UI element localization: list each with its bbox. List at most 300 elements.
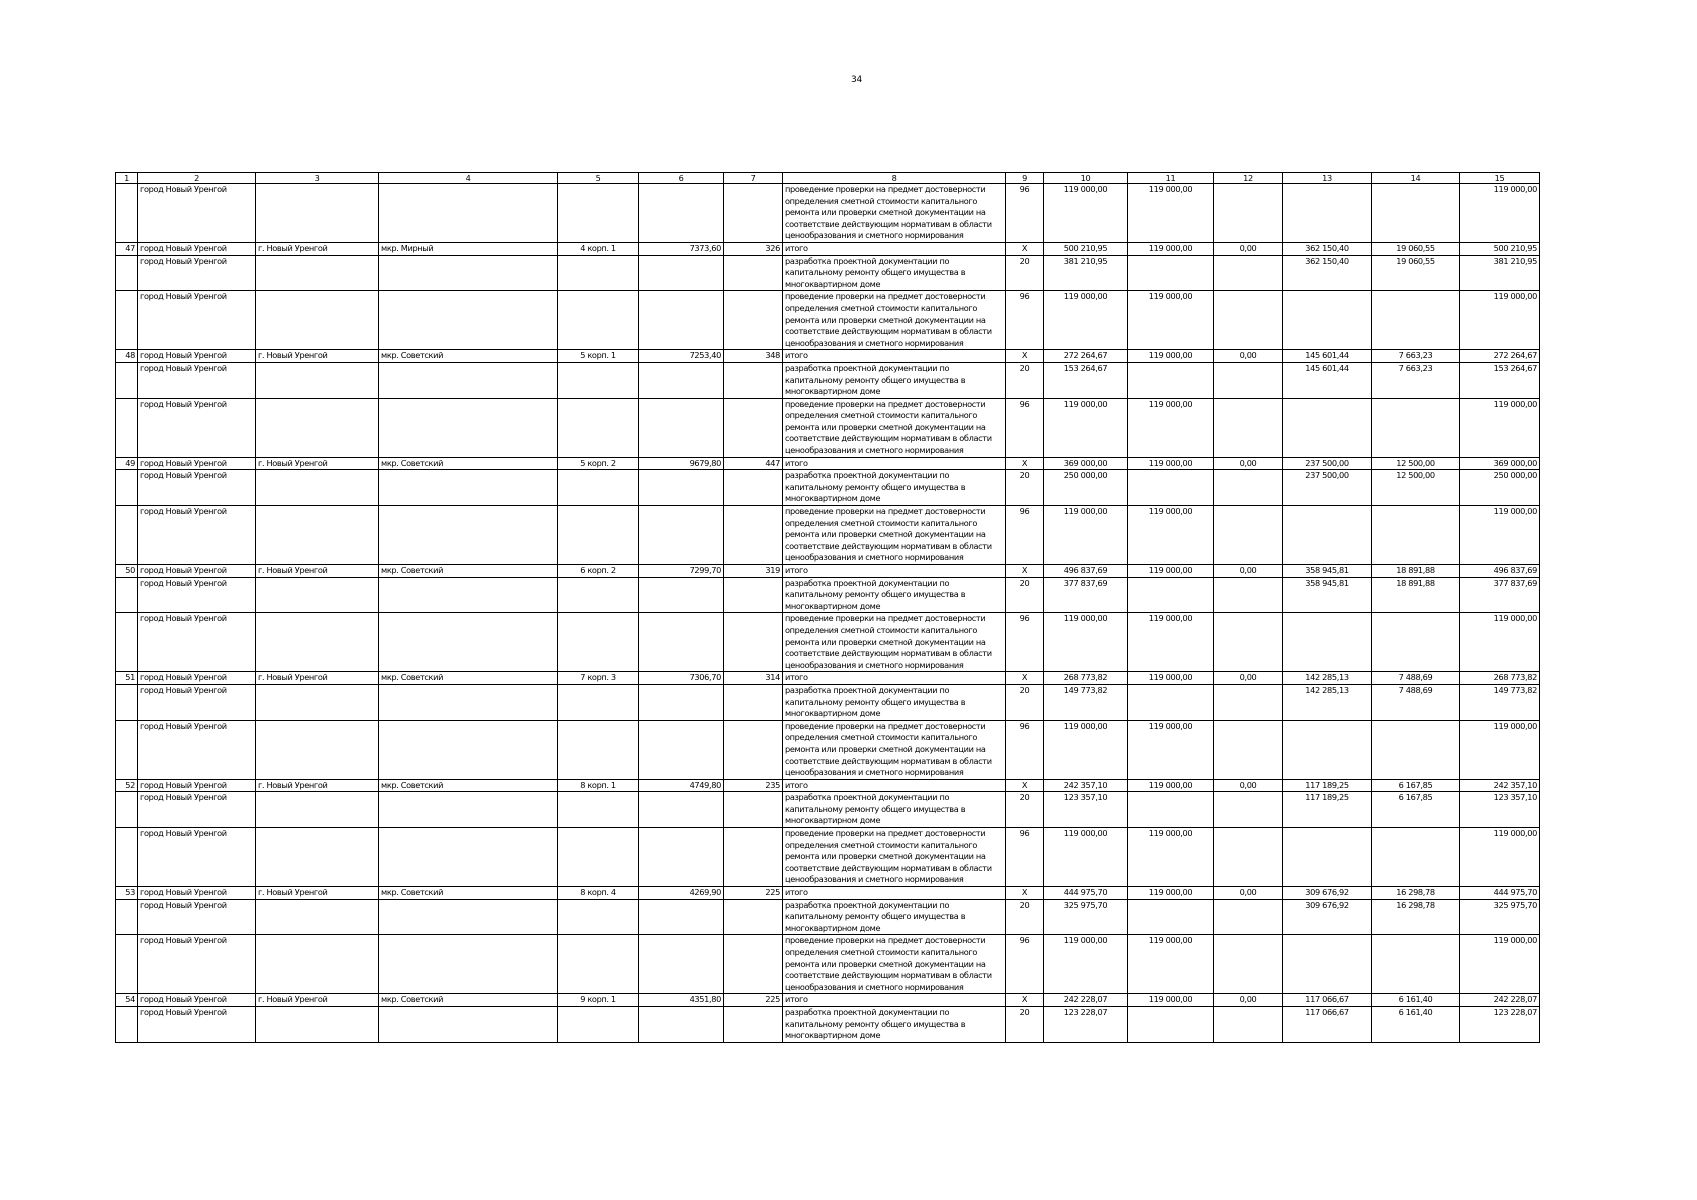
table-row [116,242,1540,255]
table-row [116,184,1540,243]
total-cost-cell: 119 000,00 [1044,291,1128,350]
residents-cell: 319 [724,565,783,578]
area-cell [639,899,724,935]
work-type-cell: проведение проверки на предмет достоверности определения сметной стоимости капитального ремонта или проверки сметной документации на соответствие действующим нормативам в области ценообразования и сметного нормирования [783,184,1006,243]
code-cell: X [1006,779,1044,792]
cost-cell: 358 945,81 [1283,565,1372,578]
code-cell: X [1006,565,1044,578]
residents-cell [724,184,783,243]
cost-cell: 16 298,78 [1372,899,1460,935]
cost-cell [1214,899,1283,935]
settlement-cell: г. Новый Уренгой [256,565,379,578]
total-cost-cell: 242 357,10 [1044,779,1128,792]
cost-cell: 237 500,00 [1283,470,1372,506]
cost-cell: 119 000,00 [1128,613,1214,672]
cost-cell: 237 500,00 [1283,457,1372,470]
residents-cell [724,577,783,613]
cost-cell [1214,577,1283,613]
settlement-cell [256,613,379,672]
settlement-cell [256,184,379,243]
municipality-cell: город Новый Уренгой [138,994,256,1007]
code-cell: 20 [1006,899,1044,935]
cost-cell [1283,720,1372,779]
municipality-cell: город Новый Уренгой [138,672,256,685]
cost-cell: 0,00 [1214,672,1283,685]
table-row [116,672,1540,685]
total-cell: 123 228,07 [1460,1006,1540,1042]
house-cell [558,184,639,243]
cost-cell: 7 663,23 [1372,362,1460,398]
total-cell: 242 228,07 [1460,994,1540,1007]
column-header: 14 [1372,173,1460,184]
house-cell: 9 корп. 1 [558,994,639,1007]
total-cost-cell: 500 210,95 [1044,242,1128,255]
street-cell [379,291,558,350]
settlement-cell [256,506,379,565]
cost-cell [1283,506,1372,565]
street-cell [379,684,558,720]
residents-cell: 225 [724,887,783,900]
residents-cell [724,362,783,398]
total-cost-cell: 119 000,00 [1044,720,1128,779]
total-cell: 119 000,00 [1460,935,1540,994]
house-cell [558,577,639,613]
cost-cell: 119 000,00 [1128,291,1214,350]
code-cell: 20 [1006,362,1044,398]
table-row [116,828,1540,887]
work-type-cell: итого [783,350,1006,363]
work-type-cell: итого [783,672,1006,685]
street-cell: мкр. Советский [379,672,558,685]
work-type-cell: разработка проектной документации по капитальному ремонту общего имущества в многоквартирном доме [783,470,1006,506]
total-cost-cell: 123 357,10 [1044,792,1128,828]
street-cell [379,577,558,613]
cost-cell: 6 161,40 [1372,994,1460,1007]
row-number [116,613,138,672]
settlement-cell [256,398,379,457]
work-type-cell: проведение проверки на предмет достоверности определения сметной стоимости капитального ремонта или проверки сметной документации на соответствие действующим нормативам в области ценообразования и сметного нормирования [783,506,1006,565]
residents-cell [724,398,783,457]
street-cell [379,792,558,828]
table-row [116,398,1540,457]
work-type-cell: разработка проектной документации по капитальному ремонту общего имущества в многоквартирном доме [783,1006,1006,1042]
cost-cell [1214,184,1283,243]
house-cell [558,684,639,720]
settlement-cell [256,470,379,506]
cost-cell: 6 161,40 [1372,1006,1460,1042]
municipality-cell: город Новый Уренгой [138,887,256,900]
municipality-cell: город Новый Уренгой [138,255,256,291]
table-row [116,684,1540,720]
municipality-cell: город Новый Уренгой [138,506,256,565]
table-row [116,1006,1540,1042]
cost-cell: 119 000,00 [1128,779,1214,792]
street-cell: мкр. Советский [379,779,558,792]
row-number [116,398,138,457]
street-cell [379,899,558,935]
row-number: 49 [116,457,138,470]
municipality-cell: город Новый Уренгой [138,457,256,470]
table-row [116,255,1540,291]
cost-cell: 12 500,00 [1372,470,1460,506]
total-cell: 377 837,69 [1460,577,1540,613]
cost-cell [1372,184,1460,243]
code-cell: 96 [1006,613,1044,672]
total-cell: 119 000,00 [1460,613,1540,672]
column-header: 7 [724,173,783,184]
area-cell: 7299,70 [639,565,724,578]
cost-cell: 0,00 [1214,994,1283,1007]
residents-cell [724,613,783,672]
settlement-cell [256,792,379,828]
work-type-cell: проведение проверки на предмет достоверности определения сметной стоимости капитального ремонта или проверки сметной документации на соответствие действующим нормативам в области ценообразования и сметного нормирования [783,613,1006,672]
code-cell: 96 [1006,720,1044,779]
total-cost-cell: 377 837,69 [1044,577,1128,613]
work-type-cell: проведение проверки на предмет достоверности определения сметной стоимости капитального ремонта или проверки сметной документации на соответствие действующим нормативам в области ценообразования и сметного нормирования [783,291,1006,350]
cost-cell [1128,577,1214,613]
area-cell [639,362,724,398]
work-type-cell: разработка проектной документации по капитальному ремонту общего имущества в многоквартирном доме [783,255,1006,291]
cost-cell: 309 676,92 [1283,887,1372,900]
street-cell: мкр. Советский [379,350,558,363]
street-cell: мкр. Советский [379,887,558,900]
row-number: 53 [116,887,138,900]
cost-cell [1214,684,1283,720]
cost-cell [1128,470,1214,506]
cost-cell: 119 000,00 [1128,398,1214,457]
residents-cell: 326 [724,242,783,255]
area-cell: 4269,90 [639,887,724,900]
cost-cell: 119 000,00 [1128,184,1214,243]
total-cell: 119 000,00 [1460,398,1540,457]
total-cost-cell: 119 000,00 [1044,935,1128,994]
street-cell [379,935,558,994]
total-cost-cell: 272 264,67 [1044,350,1128,363]
street-cell: мкр. Мирный [379,242,558,255]
municipality-cell: город Новый Уренгой [138,565,256,578]
house-cell: 8 корп. 4 [558,887,639,900]
column-header: 8 [783,173,1006,184]
area-cell [639,184,724,243]
cost-cell: 117 189,25 [1283,779,1372,792]
cost-cell [1372,506,1460,565]
house-cell [558,362,639,398]
table-row [116,565,1540,578]
area-cell: 4351,80 [639,994,724,1007]
cost-cell: 6 167,85 [1372,779,1460,792]
cost-cell [1372,720,1460,779]
area-cell: 7306,70 [639,672,724,685]
total-cell: 123 357,10 [1460,792,1540,828]
settlement-cell [256,684,379,720]
municipality-cell: город Новый Уренгой [138,1006,256,1042]
table-row [116,899,1540,935]
work-type-cell: итого [783,994,1006,1007]
table-row [116,457,1540,470]
work-type-cell: разработка проектной документации по капитальному ремонту общего имущества в многоквартирном доме [783,362,1006,398]
area-cell [639,398,724,457]
municipality-cell: город Новый Уренгой [138,398,256,457]
total-cost-cell: 119 000,00 [1044,184,1128,243]
code-cell: X [1006,457,1044,470]
cost-cell [1283,184,1372,243]
row-number [116,935,138,994]
area-cell [639,828,724,887]
work-type-cell: разработка проектной документации по капитальному ремонту общего имущества в многоквартирном доме [783,792,1006,828]
work-type-cell: итого [783,779,1006,792]
cost-cell: 145 601,44 [1283,350,1372,363]
total-cell: 242 357,10 [1460,779,1540,792]
cost-cell [1128,684,1214,720]
settlement-cell: г. Новый Уренгой [256,887,379,900]
row-number [116,792,138,828]
residents-cell: 225 [724,994,783,1007]
cost-cell [1283,935,1372,994]
total-cell: 119 000,00 [1460,720,1540,779]
cost-cell [1214,720,1283,779]
cost-cell [1128,792,1214,828]
code-cell: 20 [1006,255,1044,291]
row-number: 50 [116,565,138,578]
cost-cell [1214,291,1283,350]
settlement-cell [256,935,379,994]
row-number: 51 [116,672,138,685]
cost-cell: 0,00 [1214,887,1283,900]
cost-cell [1128,255,1214,291]
table-row [116,577,1540,613]
column-header: 6 [639,173,724,184]
municipality-cell: город Новый Уренгой [138,935,256,994]
cost-cell: 0,00 [1214,565,1283,578]
cost-cell: 119 000,00 [1128,935,1214,994]
table-row [116,720,1540,779]
cost-cell: 362 150,40 [1283,242,1372,255]
cost-cell [1214,506,1283,565]
cost-cell [1214,935,1283,994]
cost-cell: 119 000,00 [1128,242,1214,255]
settlement-cell [256,899,379,935]
code-cell: X [1006,350,1044,363]
house-cell [558,613,639,672]
total-cost-cell: 119 000,00 [1044,828,1128,887]
house-cell: 8 корп. 1 [558,779,639,792]
house-cell [558,506,639,565]
residents-cell [724,935,783,994]
total-cell: 250 000,00 [1460,470,1540,506]
municipality-cell: город Новый Уренгой [138,470,256,506]
total-cost-cell: 369 000,00 [1044,457,1128,470]
municipality-cell: город Новый Уренгой [138,828,256,887]
municipality-cell: город Новый Уренгой [138,792,256,828]
municipality-cell: город Новый Уренгой [138,684,256,720]
residents-cell [724,792,783,828]
area-cell [639,255,724,291]
cost-cell: 142 285,13 [1283,672,1372,685]
street-cell [379,828,558,887]
total-cost-cell: 268 773,82 [1044,672,1128,685]
cost-cell: 362 150,40 [1283,255,1372,291]
column-number-row [116,173,1540,184]
area-cell [639,506,724,565]
house-cell: 5 корп. 1 [558,350,639,363]
cost-cell: 309 676,92 [1283,899,1372,935]
table-row [116,362,1540,398]
code-cell: 20 [1006,470,1044,506]
code-cell: 96 [1006,828,1044,887]
municipality-cell: город Новый Уренгой [138,577,256,613]
cost-cell [1214,828,1283,887]
cost-cell [1214,613,1283,672]
total-cost-cell: 444 975,70 [1044,887,1128,900]
residents-cell [724,291,783,350]
cost-cell: 16 298,78 [1372,887,1460,900]
total-cost-cell: 325 975,70 [1044,899,1128,935]
row-number: 54 [116,994,138,1007]
area-cell [639,613,724,672]
cost-cell: 7 488,69 [1372,684,1460,720]
total-cost-cell: 149 773,82 [1044,684,1128,720]
column-header: 12 [1214,173,1283,184]
settlement-cell [256,362,379,398]
area-cell [639,720,724,779]
cost-cell: 7 663,23 [1372,350,1460,363]
area-cell [639,470,724,506]
table-row [116,887,1540,900]
settlement-cell: г. Новый Уренгой [256,242,379,255]
cost-cell: 142 285,13 [1283,684,1372,720]
area-cell: 9679,80 [639,457,724,470]
cost-cell: 119 000,00 [1128,672,1214,685]
house-cell: 5 корп. 2 [558,457,639,470]
cost-cell: 0,00 [1214,350,1283,363]
cost-cell [1214,255,1283,291]
residents-cell: 235 [724,779,783,792]
area-cell [639,1006,724,1042]
cost-cell: 145 601,44 [1283,362,1372,398]
area-cell: 7253,40 [639,350,724,363]
cost-cell [1283,398,1372,457]
residents-cell [724,506,783,565]
cost-cell: 117 066,67 [1283,1006,1372,1042]
municipality-cell: город Новый Уренгой [138,242,256,255]
work-type-cell: итого [783,565,1006,578]
total-cost-cell: 242 228,07 [1044,994,1128,1007]
cost-cell [1128,362,1214,398]
settlement-cell: г. Новый Уренгой [256,779,379,792]
row-number [116,184,138,243]
row-number [116,1006,138,1042]
house-cell [558,291,639,350]
row-number [116,255,138,291]
total-cell: 496 837,69 [1460,565,1540,578]
total-cost-cell: 119 000,00 [1044,613,1128,672]
street-cell [379,506,558,565]
column-header: 2 [138,173,256,184]
house-cell [558,1006,639,1042]
settlement-cell [256,291,379,350]
cost-cell [1372,828,1460,887]
column-header: 13 [1283,173,1372,184]
total-cell: 369 000,00 [1460,457,1540,470]
total-cost-cell: 119 000,00 [1044,398,1128,457]
work-type-cell: разработка проектной документации по капитальному ремонту общего имущества в многоквартирном доме [783,684,1006,720]
code-cell: X [1006,242,1044,255]
house-cell: 7 корп. 3 [558,672,639,685]
street-cell [379,362,558,398]
table-row [116,935,1540,994]
cost-cell [1283,828,1372,887]
cost-cell: 18 891,88 [1372,577,1460,613]
street-cell: мкр. Советский [379,565,558,578]
code-cell: X [1006,994,1044,1007]
cost-cell [1283,291,1372,350]
cost-cell: 119 000,00 [1128,828,1214,887]
total-cell: 268 773,82 [1460,672,1540,685]
column-header: 3 [256,173,379,184]
total-cell: 325 975,70 [1460,899,1540,935]
column-header: 10 [1044,173,1128,184]
code-cell: 20 [1006,577,1044,613]
area-cell [639,291,724,350]
row-number: 47 [116,242,138,255]
table-row [116,613,1540,672]
total-cell: 119 000,00 [1460,506,1540,565]
total-cell: 153 264,67 [1460,362,1540,398]
total-cost-cell: 250 000,00 [1044,470,1128,506]
municipality-cell: город Новый Уренгой [138,779,256,792]
code-cell: 96 [1006,291,1044,350]
settlement-cell [256,720,379,779]
cost-cell: 12 500,00 [1372,457,1460,470]
house-cell: 4 корп. 1 [558,242,639,255]
house-cell [558,398,639,457]
total-cell: 119 000,00 [1460,184,1540,243]
residents-cell [724,255,783,291]
cost-cell: 119 000,00 [1128,506,1214,565]
area-cell [639,935,724,994]
street-cell [379,398,558,457]
residents-cell [724,828,783,887]
settlement-cell [256,255,379,291]
street-cell [379,613,558,672]
cost-cell: 119 000,00 [1128,457,1214,470]
row-number [116,684,138,720]
municipality-cell: город Новый Уренгой [138,362,256,398]
column-header: 9 [1006,173,1044,184]
work-type-cell: разработка проектной документации по капитальному ремонту общего имущества в многоквартирном доме [783,577,1006,613]
house-cell: 6 корп. 2 [558,565,639,578]
row-number [116,291,138,350]
row-number [116,899,138,935]
code-cell: X [1006,887,1044,900]
area-cell [639,792,724,828]
work-type-cell: проведение проверки на предмет достоверности определения сметной стоимости капитального ремонта или проверки сметной документации на соответствие действующим нормативам в области ценообразования и сметного нормирования [783,935,1006,994]
code-cell: X [1006,672,1044,685]
house-cell [558,255,639,291]
table-row [116,779,1540,792]
street-cell: мкр. Советский [379,994,558,1007]
street-cell [379,184,558,243]
cost-cell: 358 945,81 [1283,577,1372,613]
cost-cell [1372,935,1460,994]
code-cell: 20 [1006,1006,1044,1042]
municipality-cell: город Новый Уренгой [138,350,256,363]
work-type-cell: проведение проверки на предмет достоверности определения сметной стоимости капитального ремонта или проверки сметной документации на соответствие действующим нормативам в области ценообразования и сметного нормирования [783,398,1006,457]
cost-cell: 7 488,69 [1372,672,1460,685]
house-cell [558,899,639,935]
cost-cell [1214,362,1283,398]
capital-repair-table [115,172,1540,1043]
